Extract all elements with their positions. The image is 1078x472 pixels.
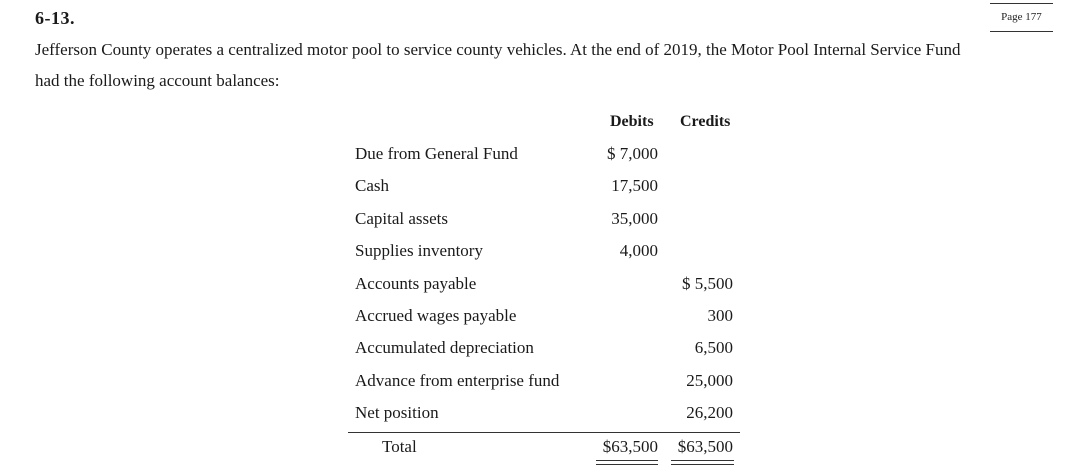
- column-header-credits: Credits: [680, 113, 731, 130]
- credit-amount: 25,000: [686, 371, 733, 390]
- debit-amount: 17,500: [611, 176, 658, 195]
- debit-double-underline: [596, 460, 658, 465]
- account-name: Accumulated depreciation: [355, 338, 534, 357]
- table-row: [355, 209, 735, 233]
- table-row: [355, 274, 735, 298]
- table-row: [355, 241, 735, 265]
- account-name: Accrued wages payable: [355, 306, 517, 325]
- account-name: Supplies inventory: [355, 241, 483, 260]
- table-row: [355, 144, 735, 168]
- credit-amount: 26,200: [686, 403, 733, 422]
- account-name: Capital assets: [355, 209, 449, 228]
- column-header-debits: Debits: [610, 113, 654, 130]
- debit-amount: $ 7,000: [607, 144, 658, 163]
- table-row: [355, 403, 735, 427]
- table-row: [355, 306, 735, 330]
- table-row: [355, 176, 735, 200]
- problem-number: 6-13.: [35, 8, 75, 28]
- account-name: Cash: [355, 176, 389, 195]
- total-row: [382, 437, 735, 461]
- credit-amount: $ 5,500: [682, 274, 733, 293]
- account-name: Due from General Fund: [355, 144, 518, 163]
- table-row: [355, 371, 735, 395]
- total-label: Total: [382, 437, 417, 456]
- debit-amount: 35,000: [611, 209, 658, 228]
- total-credit: $63,500: [677, 437, 733, 456]
- account-name: Advance from enterprise fund: [355, 371, 560, 390]
- credit-double-underline: [671, 460, 734, 465]
- total-rule: [348, 432, 740, 433]
- debit-amount: 4,000: [619, 241, 658, 260]
- account-name: Net position: [355, 403, 439, 422]
- credit-amount: 300: [707, 306, 733, 325]
- page-number-badge: Page 177: [990, 3, 1053, 32]
- table-row: [355, 338, 735, 362]
- credit-amount: 6,500: [694, 338, 733, 357]
- problem-intro: Jefferson County operates a centralized motor pool to service county vehicles. At the end of 2019, the Motor Pool Internal Service Fund had the following account balances:: [35, 40, 961, 90]
- account-name: Accounts payable: [355, 274, 477, 293]
- total-debit: $63,500: [602, 437, 658, 456]
